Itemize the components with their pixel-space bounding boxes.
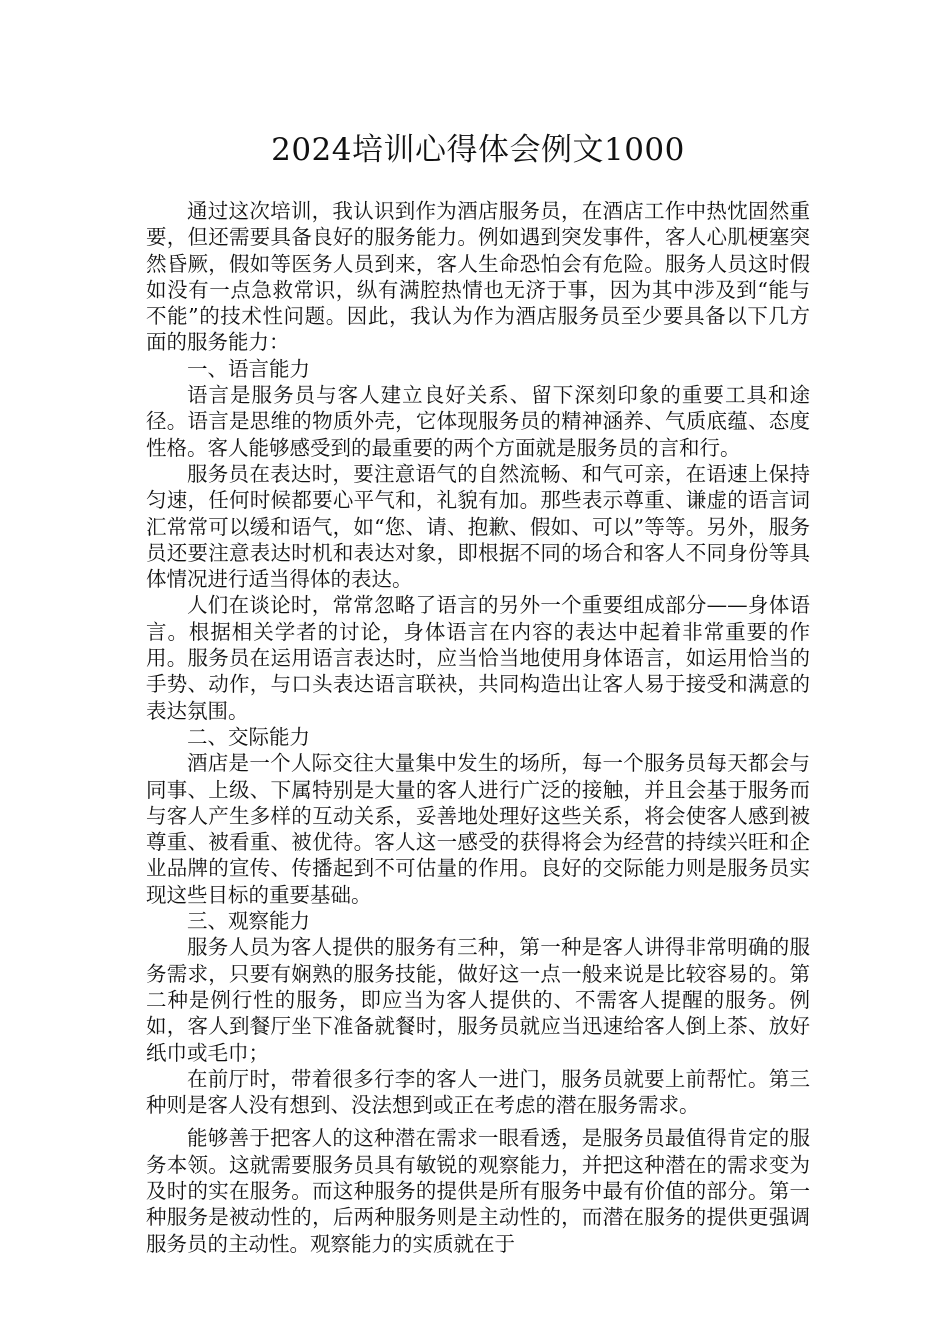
document-body [146, 198, 810, 1257]
paragraph-language-1: 语言是服务员与客人建立良好关系、留下深刻印象的重要工具和途径。语言是思维的物质外壳，它体现服务员的精神涵养、气质底蕴、态度性格。客人能够感受到的最重要的两个方面就是服务员的言和行。 [146, 383, 810, 460]
paragraph-language-3: 人们在谈论时，常常忽略了语言的另外一个重要组成部分——身体语言。根据相关学者的讨论，身体语言在内容的表达中起着非常重要的作用。服务员在运用语言表达时，应当恰当地使用身体语言，如运用恰当的手势、动作，与口头表达语言联袂，共同构造出让客人易于接受和满意的表达氛围。 [146, 593, 810, 723]
document-page [146, 128, 810, 1257]
paragraph-language-2: 服务员在表达时，要注意语气的自然流畅、和气可亲，在语速上保持匀速，任何时候都要心平气和，礼貌有加。那些表示尊重、谦虚的语言词汇常常可以缓和语气，如“您、请、抱歉、假如、可以”等等。另外，服务员还要注意表达时机和表达对象，即根据不同的场合和客人不同身份等具体情况进行适当得体的表达。 [146, 461, 810, 592]
section-heading-language: 一、语言能力 [187, 356, 310, 381]
paragraph-observation-2: 在前厅时，带着很多行李的客人一进门，服务员就要上前帮忙。第三种则是客人没有想到、没法想到或正在考虑的潜在服务需求。 [146, 1066, 810, 1118]
paragraph-observation-1: 服务人员为客人提供的服务有三种，第一种是客人讲得非常明确的服务需求，只要有娴熟的服务技能，做好这一点一般来说是比较容易的。第二种是例行性的服务，即应当为客人提供的、不需客人提醒的服务。例如，客人到餐厅坐下准备就餐时，服务员就应当迅速给客人倒上茶、放好纸巾或毛巾； [146, 935, 810, 1065]
section-heading-social: 二、交际能力 [187, 724, 310, 749]
paragraph-intro: 通过这次培训，我认识到作为酒店服务员，在酒店工作中热忱固然重要，但还需要具备良好的服务能力。例如遇到突发事件，客人心肌梗塞突然昏厥，假如等医务人员到来，客人生命恐怕会有危险。服务人员这时假如没有一点急救常识，纵有满腔热情也无济于事，因为其中涉及到“能与不能”的技术性问题。因此，我认为作为酒店服务员至少要具备以下几方面的服务能力： [146, 199, 810, 355]
paragraph-social-1: 酒店是一个人际交往大量集中发生的场所，每一个服务员每天都会与同事、上级、下属特别是大量的客人进行广泛的接触，并且会基于服务而与客人产生多样的互动关系，妥善地处理好这些关系，将会使客人感到被尊重、被看重、被优待。客人这一感受的获得将会为经营的持续兴旺和企业品牌的宣传、传播起到不可估量的作用。良好的交际能力则是服务员实现这些目标的重要基础。 [146, 751, 810, 907]
document-title: 2024培训心得体会例文1000 [271, 132, 685, 168]
paragraph-observation-3: 能够善于把客人的这种潜在需求一眼看透，是服务员最值得肯定的服务本领。这就需要服务员具有敏锐的观察能力，并把这种潜在的需求变为及时的实在服务。而这种服务的提供是所有服务中最有价值的部分。第一种服务是被动性的，后两种服务则是主动性的，而潜在服务的提供更强调服务员的主动性。观察能力的实质就在于 [146, 1126, 810, 1256]
section-heading-observation: 三、观察能力 [187, 909, 310, 934]
